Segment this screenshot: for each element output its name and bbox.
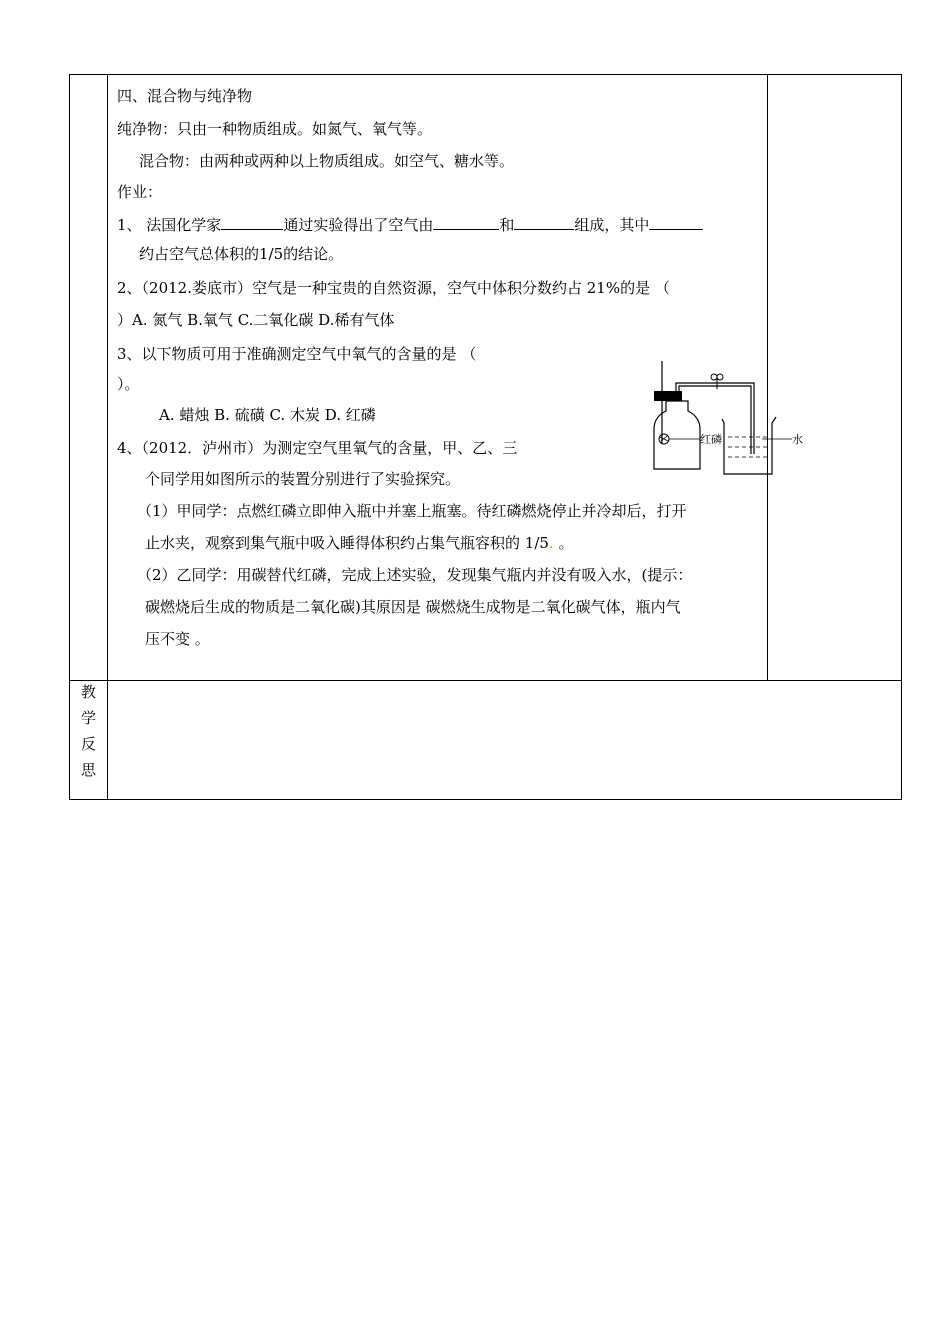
question-4-line-2: 个同学用如图所示的装置分别进行了实验探究。: [145, 470, 461, 488]
reflection-char: 学: [80, 709, 96, 727]
question-4-part-2-line-1: （2）乙同学：用碳替代红磷，完成上述实验，发现集气瓶内并没有吸入水，(提示：: [137, 566, 693, 584]
question-4-part-2-line-3: 压不变 。: [145, 630, 210, 648]
teaching-reflection-label: [70, 679, 107, 783]
question-4-part-2-line-2: 碳燃烧后生成的物质是二氧化碳)其原因是 碳燃烧生成物是二氧化碳气体，瓶内气: [145, 598, 681, 616]
q1-text-b: 通过实验得出了空气由: [283, 216, 434, 234]
left-column-divider: [107, 75, 108, 799]
answer-blank[interactable]: [433, 215, 499, 230]
section-title: 四、混合物与纯净物: [117, 87, 253, 105]
q1-text-c: 和: [499, 216, 515, 234]
pure-definition: 纯净物：只由一种物质组成。如氮气、氧气等。: [117, 120, 433, 138]
question-2-line-1: 2、（2012.娄底市）空气是一种宝贵的自然资源，空气中体积分数约占 21%的是 （: [117, 279, 670, 297]
q4-p1-text: 止水夹，观察到集气瓶中吸入睡得体积约占集气瓶容积的 1/5: [145, 534, 549, 552]
answer-blank[interactable]: [514, 215, 574, 230]
answer-blank[interactable]: [221, 215, 283, 230]
q1-text-d: 组成，其中: [574, 216, 650, 234]
question-4-part-1-line-2: [145, 534, 573, 552]
reflection-char: 思: [80, 761, 96, 779]
bullet-dot-icon: .: [548, 534, 554, 552]
question-4-part-1-line-1: （1）甲同学：点燃红磷立即伸入瓶中并塞上瓶塞。待红磷燃烧停止并冷却后，打开: [137, 502, 687, 520]
lesson-table: [69, 74, 902, 800]
label-water: 水: [792, 434, 803, 446]
q1-text-a: 1、 法国化学家: [117, 216, 222, 234]
question-3-line-2: ）。: [117, 375, 140, 393]
row-divider: [70, 680, 901, 681]
mixture-definition: 混合物：由两种或两种以上物质组成。如空气、糖水等。: [139, 152, 515, 170]
question-2-options: ）A. 氮气 B.氧气 C.二氧化碳 D.稀有气体: [117, 311, 395, 329]
question-4-line-1: 4、（2012．泸州市）为测定空气里氧气的含量，甲、乙、三: [117, 439, 518, 457]
question-3-line-1: 3、以下物质可用于准确测定空气中氧气的含量的是 （: [117, 345, 477, 363]
homework-label: 作业：: [117, 183, 163, 201]
reflection-char: 反: [80, 735, 96, 753]
question-3-options: A. 蜡烛 B. 硫磺 C. 木炭 D. 红磷: [159, 406, 376, 424]
question-1-line-2: 约占空气总体积的1/5的结论。: [139, 245, 344, 263]
experiment-apparatus-figure: [652, 359, 832, 479]
question-1-line-1: [117, 215, 703, 234]
answer-blank[interactable]: [649, 215, 703, 230]
reflection-char: 教: [80, 683, 96, 701]
q4-p1-end: 。: [553, 534, 574, 552]
label-phosphorus: 红磷: [700, 434, 722, 446]
